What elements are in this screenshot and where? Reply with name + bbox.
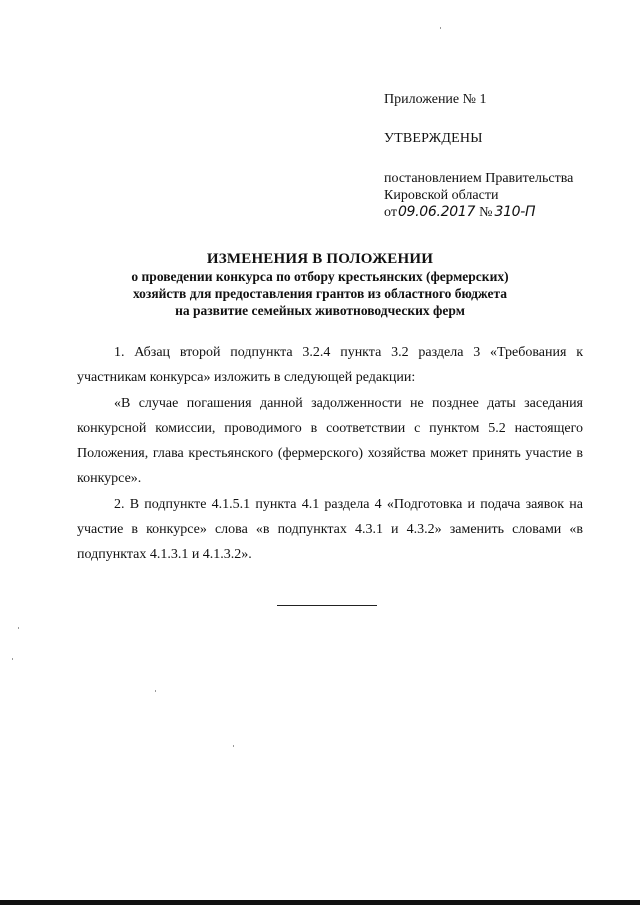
document-title [60,250,580,319]
scan-speck [440,27,441,29]
title-line-3: на развитие семейных животноводческих ферм [175,303,465,318]
paragraph-2: «В случае погашения данной задолженности не позднее даты заседания конкурсной комиссии, проводимого в соответствии с пунктом 5.2 настоящего Положения, глава крестьянского (фермерского) хозяйства может принять участие в конкурсе». [77,396,583,486]
title-main: ИЗМЕНЕНИЯ В ПОЛОЖЕНИИ [206,251,434,267]
decree-line-3 [384,204,634,221]
paragraph-1: 1. Абзац второй подпункта 3.2.4 пункта 3.2 раздела 3 «Требования к участникам конкурса» изложить в следующей редакции: [77,345,583,385]
scan-speck [233,745,234,747]
decree-from-label: от [384,205,397,220]
approved-label: УТВЕРЖДЕНЫ [384,131,483,146]
decree-line-1: постановлением Правительства [384,171,574,186]
handwritten-date: 09.06.2017 [397,204,476,220]
separator-line [277,605,377,606]
scan-bottom-edge [0,900,640,905]
decree-line-2: Кировской области [384,188,499,203]
scan-speck [12,658,13,660]
scan-speck [18,627,19,629]
appendix-label: Приложение № 1 [384,92,487,107]
paragraph-3: 2. В подпункте 4.1.5.1 пункта 4.1 раздела 4 «Подготовка и подача заявок на участие в конкурсе» слова «в подпунктах 4.3.1 и 4.3.2» заменить словами «в подпунктах 4.1.3.1 и 4.1.3.2». [77,497,583,562]
scan-speck [155,690,156,692]
document-body [77,340,583,567]
number-sign: № [479,205,493,220]
handwritten-number: 310-П [494,204,536,220]
approval-header [384,90,634,221]
title-line-1: о проведении конкурса по отбору крестьянских (фермерских) [131,269,509,284]
title-line-2: хозяйств для предоставления грантов из областного бюджета [132,286,508,301]
